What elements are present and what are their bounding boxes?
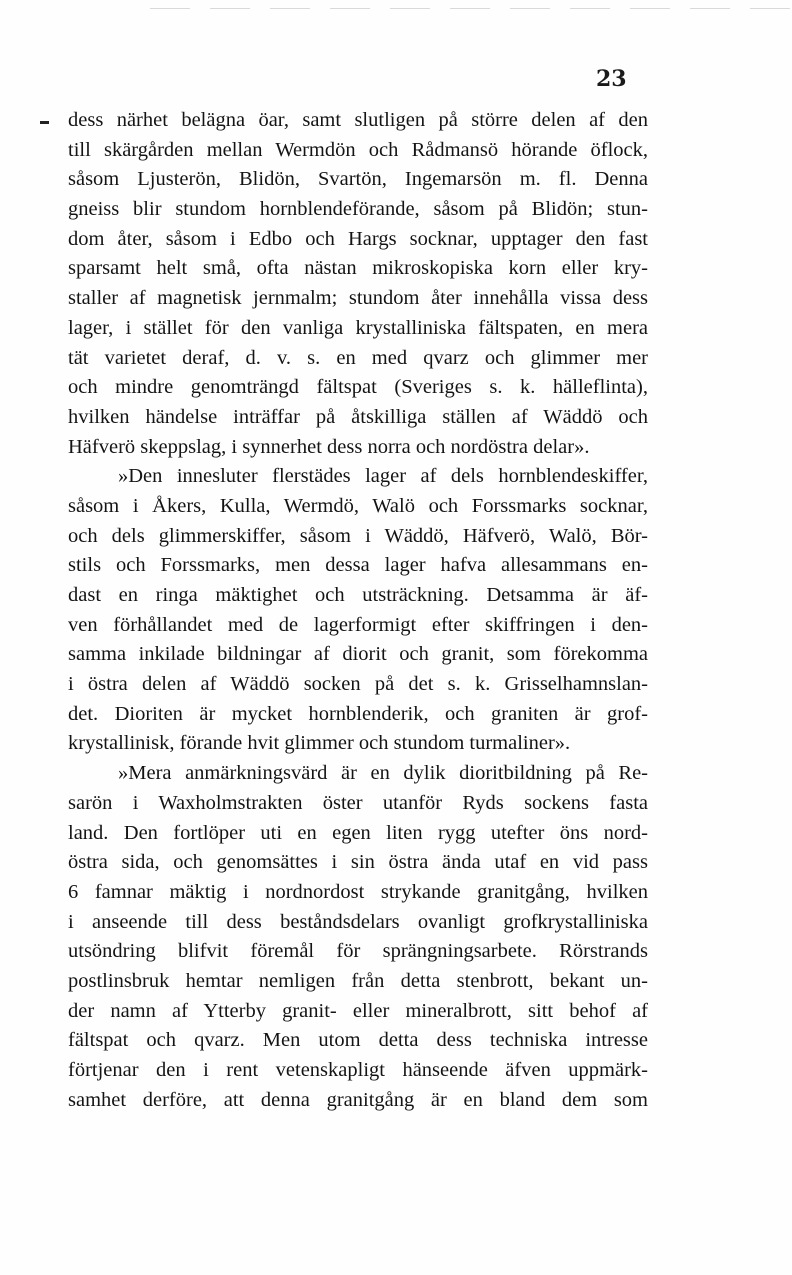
text-line: sarön i Waxholmstrakten öster utanför Ryds sockens fasta xyxy=(68,791,648,814)
text-line: postlinsbruk hemtar nemligen från detta stenbrott, bekant un- xyxy=(68,969,648,992)
text-line: östra sida, och genomsättes i sin östra ända utaf en vid pass xyxy=(68,851,648,874)
top-edge-rule xyxy=(150,8,790,9)
text-line: samma inkilade bildningar af diorit och granit, som förekomma xyxy=(68,643,648,666)
text-line: såsom i Åkers, Kulla, Wermdö, Walö och Forssmarks socknar, xyxy=(68,494,648,517)
text-line: krystallinisk, förande hvit glimmer och stundom turmaliner». xyxy=(68,732,571,755)
text-line: och dels glimmerskiffer, såsom i Wäddö, Häfverö, Walö, Bör- xyxy=(68,524,648,547)
text-line: dess närhet belägna öar, samt slutligen på större delen af den xyxy=(68,109,648,131)
text-line: 6 famnar mäktig i nordnordost strykande granitgång, hvilken xyxy=(68,880,648,903)
text-line: »Den innesluter flerstädes lager af dels hornblendeskiffer, xyxy=(118,465,648,488)
text-line: Häfverö skeppslag, i synnerhet dess norra och nordöstra delar». xyxy=(68,435,590,458)
text-line: såsom Ljusterön, Blidön, Svartön, Ingemarsön m. fl. Denna xyxy=(68,168,648,191)
text-line: och mindre genomträngd fältspat (Sveriges s. k. hälleflinta), xyxy=(68,376,648,399)
text-line: land. Den fortlöper uti en egen liten rygg utefter öns nord- xyxy=(68,821,648,844)
text-line: dom åter, såsom i Edbo och Hargs socknar, upptager den fast xyxy=(68,227,648,250)
text-line: staller af magnetisk jernmalm; stundom åter innehålla vissa dess xyxy=(68,287,648,310)
text-line: stils och Forssmarks, men dessa lager hafva allesammans en- xyxy=(68,554,648,577)
text-line: sparsamt helt små, ofta nästan mikroskopiska korn eller kry- xyxy=(68,257,648,280)
text-line: samhet derföre, att denna granitgång är en bland dem som xyxy=(68,1088,648,1111)
text-line: fältspat och qvarz. Men utom detta dess techniska intresse xyxy=(68,1029,648,1052)
text-line: förtjenar den i rent vetenskapligt hänseende äfven uppmärk- xyxy=(68,1059,648,1081)
text-line: »Mera anmärkningsvärd är en dylik dioritbildning på Re- xyxy=(118,762,648,785)
text-line: dast en ringa mäktighet och utsträckning. Detsamma är äf- xyxy=(68,584,648,606)
text-line: i östra delen af Wäddö socken på det s. k. Grisselhamnslan- xyxy=(68,673,648,696)
text-line: i anseende till dess beståndsdelars ovanligt grofkrystalliniska xyxy=(68,910,648,933)
text-line: der namn af Ytterby granit- eller mineralbrott, sitt behof af xyxy=(68,999,648,1022)
margin-dash-mark xyxy=(40,121,49,124)
text-line: gneiss blir stundom hornblendeförande, såsom på Blidön; stun- xyxy=(68,198,648,221)
text-line: tät varietet deraf, d. v. s. en med qvarz och glimmer mer xyxy=(68,346,648,369)
body-text xyxy=(68,106,648,1115)
text-line: hvilken händelse inträffar på åtskilliga ställen af Wäddö och xyxy=(68,405,648,428)
text-line: lager, i stället för den vanliga krystalliniska fältspaten, en mera xyxy=(68,316,648,339)
page-number: 23 xyxy=(596,66,627,92)
text-line: ven förhållandet med de lagerformigt efter skiffringen i den- xyxy=(68,613,648,636)
text-line: till skärgården mellan Wermdön och Rådmansö hörande öflock, xyxy=(68,138,648,161)
text-line: det. Dioriten är mycket hornblenderik, och graniten är grof- xyxy=(68,702,648,725)
text-line: utsöndring blifvit föremål för sprängningsarbete. Rörstrands xyxy=(68,940,648,963)
